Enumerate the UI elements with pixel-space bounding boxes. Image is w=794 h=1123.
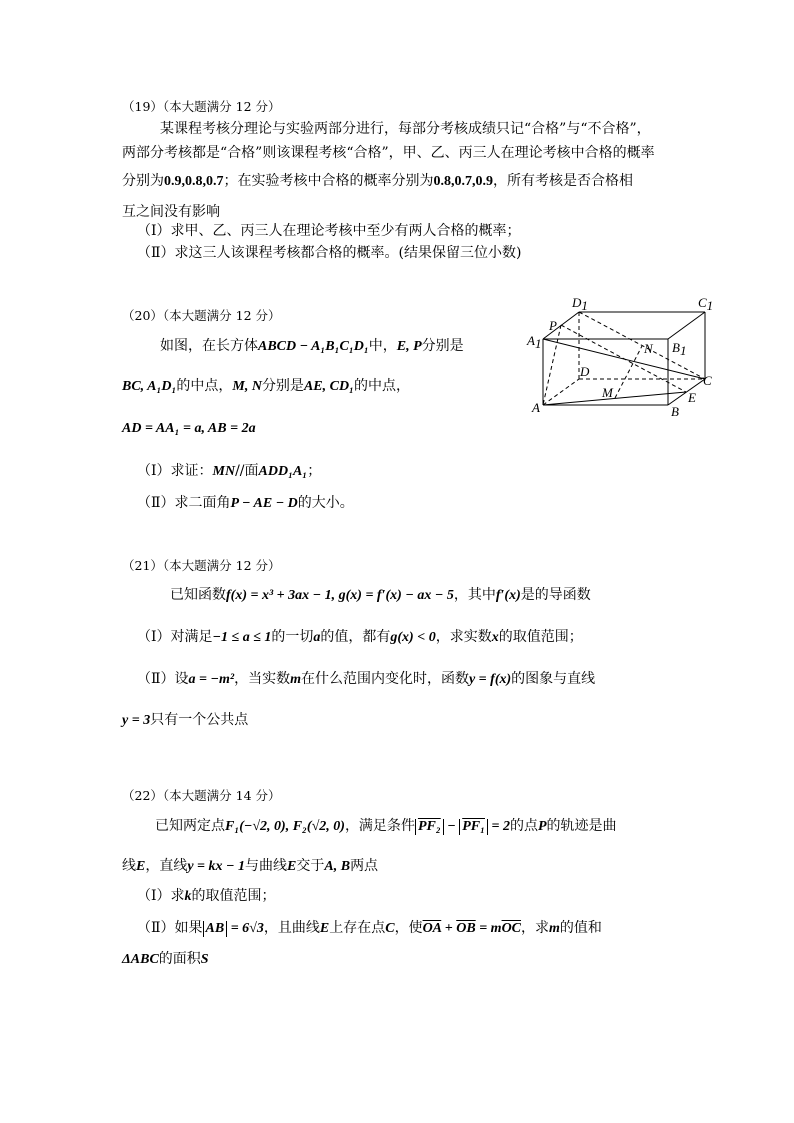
q22-math: E <box>287 859 297 874</box>
q21-part1 <box>137 628 583 647</box>
q21-math: y = 3 <box>122 713 151 728</box>
q21-text: 的图象与直线 <box>511 671 596 687</box>
q21-text: ，求实数 <box>435 629 492 645</box>
q22-text: 上存在点 <box>329 920 386 936</box>
q22-text: （Ⅰ）求 <box>137 888 185 904</box>
q20-text: //面 <box>235 463 259 479</box>
q21-math: a <box>313 630 321 645</box>
q20-text: （Ⅱ）求二面角 <box>137 495 231 511</box>
q19-text: 分别为 <box>122 173 164 189</box>
q21-part2 <box>137 670 595 689</box>
q21-line3 <box>122 711 248 730</box>
label-d1: D1 <box>572 295 588 313</box>
q22-vector-oc: $\overline{OC}$ <box>501 921 522 936</box>
q21-text: 的一切 <box>271 629 314 645</box>
q21-math: −1 ≤ a ≤ 1 <box>212 630 272 645</box>
q20-math: P − AE − D <box>230 496 298 511</box>
q20-text: 的大小。 <box>297 495 354 511</box>
q22-math: = 6√3 <box>227 921 264 936</box>
q22-text: 的面积 <box>158 951 201 967</box>
q22-line1 <box>155 817 617 836</box>
q21-text: （Ⅱ）设 <box>137 671 189 687</box>
label-c: C <box>703 373 712 388</box>
q19-theory-probabilities: 0.9,0.8,0.7 <box>164 174 224 189</box>
q19-lab-probabilities: 0.8,0.7,0.9 <box>433 174 493 189</box>
q20-math: E, P <box>396 339 422 354</box>
q20-text: 分别是 <box>421 338 464 354</box>
label-b1: B1 <box>672 340 687 358</box>
q22-math: m <box>549 921 560 936</box>
q21-text: 的值，都有 <box>320 629 391 645</box>
label-p: P <box>549 318 557 333</box>
q22-vector-ob: $\overline{OB}$ <box>456 921 476 936</box>
label-a1: A1 <box>527 333 542 351</box>
q22-text: 线 <box>122 858 136 874</box>
q22-part1 <box>137 887 276 906</box>
q20-math: AE, CD₁ <box>303 379 354 394</box>
q22-text: ，求 <box>521 920 550 936</box>
q22-foci: F₁(−√2, 0), F₂(√2, 0) <box>225 819 345 834</box>
q20-line2 <box>122 377 410 396</box>
q22-text: 已知两定点 <box>155 818 225 834</box>
q22-math: = m <box>475 921 502 936</box>
q19-line4: 互之间没有影响 <box>122 204 220 220</box>
q22-math: y = kx − 1 <box>187 859 246 874</box>
q22-text: ，满足条件 <box>344 818 415 834</box>
q22-abs-pf1: PF₁ <box>459 819 488 835</box>
q21-text: 已知函数 <box>170 587 226 603</box>
q22-part2 <box>137 919 602 938</box>
label-c1: C1 <box>698 295 714 313</box>
q22-math: S <box>200 952 209 967</box>
q20-text: 如图，在长方体 <box>160 338 258 354</box>
q21-text: 在什么范围内变化时，函数 <box>300 671 469 687</box>
q22-line2 <box>122 857 378 876</box>
q20-line1 <box>160 337 464 356</box>
q19-line3 <box>122 172 633 191</box>
hidden-line-m-n <box>615 346 642 398</box>
q20-line3 <box>122 419 256 438</box>
q22-math: P <box>537 819 547 834</box>
q19-part1: （Ⅰ）求甲、乙、丙三人在理论考核中至少有两人合格的概率； <box>137 223 521 239</box>
q19-header: （19）（本大题满分 12 分） <box>122 99 281 114</box>
q22-header: （22）（本大题满分 14 分） <box>122 788 281 803</box>
q21-text: ，当实数 <box>234 671 291 687</box>
label-n: N <box>644 341 653 356</box>
q21-function-def: f(x) = x³ + 3ax − 1, g(x) = f′(x) − ax − 5 <box>226 588 454 603</box>
q19-text: ；在实验考核中合格的概率分别为 <box>223 173 434 189</box>
q22-text: ，直线 <box>145 858 188 874</box>
q22-math: + <box>441 921 457 936</box>
q20-text: 中， <box>368 338 397 354</box>
q22-abs-ab: AB <box>203 921 228 937</box>
q21-math: x <box>491 630 499 645</box>
q22-math: E <box>136 859 146 874</box>
q20-text: ； <box>307 463 322 479</box>
label-b: B <box>671 404 679 419</box>
q22-math: k <box>184 889 192 904</box>
q22-math: = 2 <box>487 819 510 834</box>
q22-text: 的点 <box>509 818 538 834</box>
q22-text: 交于 <box>296 858 325 874</box>
label-a: A <box>532 400 540 415</box>
q22-text: ，且曲线 <box>263 920 320 936</box>
q20-math: AD = AA₁ = a, AB = 2a <box>122 421 256 436</box>
label-e: E <box>688 390 696 405</box>
cuboid-figure <box>520 290 720 420</box>
q20-part1 <box>137 462 321 481</box>
q22-math: E <box>319 921 330 936</box>
q20-text: 的中点， <box>353 378 410 394</box>
q21-math: m <box>290 672 301 687</box>
q22-math: A, B <box>324 859 351 874</box>
q22-math: C <box>385 921 395 936</box>
q20-text: （Ⅰ）求证： <box>137 463 213 479</box>
q22-text: 的轨迹是曲 <box>546 818 617 834</box>
q22-text: ，使 <box>394 920 423 936</box>
q21-math: f′(x) <box>495 588 521 603</box>
q20-text: 分别是 <box>261 378 304 394</box>
q20-math: MN <box>212 464 236 479</box>
q19-line1: 某课程考核分理论与实验两部分进行，每部分考核成绩只记“合格”与“不合格”， <box>160 121 651 137</box>
q20-header: （20）（本大题满分 12 分） <box>122 308 281 323</box>
q22-text: 的取值范围； <box>191 888 276 904</box>
label-m: M <box>602 385 613 400</box>
q22-text: （Ⅱ）如果 <box>137 920 203 936</box>
q21-line1 <box>170 586 591 605</box>
q22-abs-pf2: PF₂ <box>415 819 444 835</box>
q19-text: ，所有考核是否合格相 <box>493 173 633 189</box>
q20-math: ADD₁A₁ <box>258 464 308 479</box>
q19-line2: 两部分考核都是“合格”则该课程考核“合格”，甲、乙、丙三人在理论考核中合格的概率 <box>122 145 655 161</box>
q20-cuboid-name: ABCD − A₁B₁C₁D₁ <box>258 339 369 354</box>
q21-math: y = f(x) <box>468 672 512 687</box>
q21-text: 是的导函数 <box>520 587 591 603</box>
q21-text: ，其中 <box>453 587 496 603</box>
q20-math: M, N <box>232 379 262 394</box>
q20-text: 的中点， <box>176 378 233 394</box>
q22-line4 <box>122 950 209 969</box>
q22-text: 的值和 <box>559 920 602 936</box>
q20-math: BC, A₁D₁ <box>122 379 177 394</box>
q21-text: 只有一个公共点 <box>150 712 249 728</box>
edge-c1-b1 <box>668 312 705 339</box>
q21-text: （Ⅰ）对满足 <box>137 629 213 645</box>
q21-math: a = −m² <box>188 672 235 687</box>
q22-math: − <box>443 819 460 834</box>
q22-text: 与曲线 <box>245 858 288 874</box>
q22-math: ΔABC <box>122 952 159 967</box>
q20-part2 <box>137 494 354 513</box>
q21-text: 的取值范围； <box>498 629 583 645</box>
q21-header: （21）（本大题满分 12 分） <box>122 558 281 573</box>
q19-part2: （Ⅱ）求这三人该课程考核都合格的概率。(结果保留三位小数) <box>137 245 522 261</box>
q22-vector-oa: $\overline{OA}$ <box>422 921 442 936</box>
line-a-e <box>543 392 686 405</box>
q21-math: g(x) < 0 <box>390 630 436 645</box>
label-d: D <box>580 364 590 379</box>
q22-text: 两点 <box>350 858 379 874</box>
edge-b-c <box>668 379 705 405</box>
